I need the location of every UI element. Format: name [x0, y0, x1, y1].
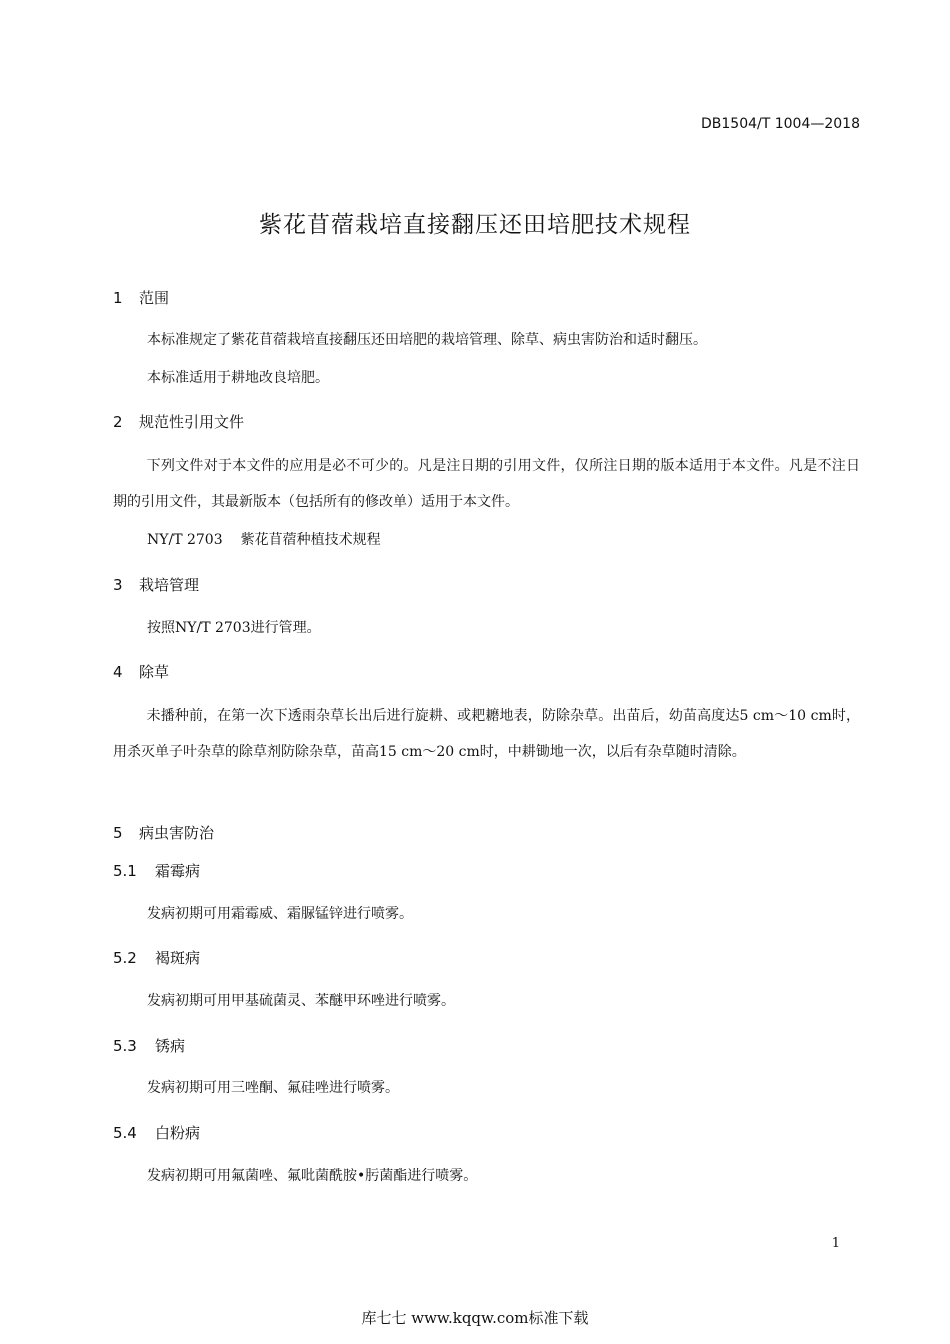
- section-number: 4: [113, 663, 123, 681]
- section-title: 范围: [139, 289, 170, 307]
- section-5-heading: [113, 823, 214, 843]
- subsection-title: 锈病: [155, 1037, 186, 1055]
- subsection-title: 霜霉病: [155, 862, 201, 880]
- subsection-5-4-text: 发病初期可用氟菌唑、氟吡菌酰胺•肟菌酯进行喷雾。: [147, 1168, 478, 1184]
- subsection-number: 5.1: [113, 862, 137, 880]
- section-3-heading: [113, 575, 199, 595]
- section-1-paragraph-2: 本标准适用于耕地改良培肥。: [147, 370, 329, 386]
- section-number: 2: [113, 413, 123, 431]
- section-2-paragraph: 下列文件对于本文件的应用是必不可少的。凡是注日期的引用文件，仅所注日期的版本适用于本文件。凡是不注日期的引用文件，其最新版本（包括所有的修改单）适用于本文件。: [113, 458, 860, 510]
- reference-code: NY/T 2703: [147, 532, 223, 548]
- section-1-heading: [113, 288, 169, 308]
- document-code: DB1504/T 1004—2018: [701, 116, 860, 132]
- subsection-5-1-heading: [113, 861, 200, 881]
- section-4-heading: [113, 662, 169, 682]
- section-number: 1: [113, 289, 123, 307]
- subsection-number: 5.2: [113, 949, 137, 967]
- reference-title: 紫花苜蓿种植技术规程: [240, 532, 381, 548]
- section-number: 5: [113, 824, 123, 842]
- subsection-5-2-heading: [113, 948, 200, 968]
- section-2-heading: [113, 412, 244, 432]
- page-number: 1: [831, 1236, 840, 1251]
- section-4-paragraph: 未播种前，在第一次下透雨杂草长出后进行旋耕、或耙耱地表，防除杂草。出苗后，幼苗高度达5 cm～10 cm时，用杀灭单子叶杂草的除草剂防除杂草，苗高15 cm～20 cm时，中耕锄地一次，以后有杂草随时清除。: [113, 708, 860, 760]
- section-title: 栽培管理: [139, 576, 200, 594]
- document-title: 紫花苜蓿栽培直接翻压还田培肥技术规程: [259, 212, 691, 238]
- section-title: 病虫害防治: [139, 824, 215, 842]
- subsection-5-1-text: 发病初期可用霜霉威、霜脲锰锌进行喷雾。: [147, 906, 413, 922]
- subsection-5-3-heading: [113, 1036, 185, 1056]
- section-3-paragraph: 按照NY/T 2703进行管理。: [147, 620, 321, 636]
- subsection-title: 白粉病: [155, 1124, 201, 1142]
- normative-reference: [147, 530, 381, 550]
- subsection-number: 5.4: [113, 1124, 137, 1142]
- subsection-title: 褐斑病: [155, 949, 201, 967]
- section-1-paragraph-1: 本标准规定了紫花苜蓿栽培直接翻压还田培肥的栽培管理、除草、病虫害防治和适时翻压。: [147, 332, 707, 348]
- subsection-5-3-text: 发病初期可用三唑酮、氟硅唑进行喷雾。: [147, 1080, 399, 1096]
- subsection-5-4-heading: [113, 1123, 200, 1143]
- subsection-5-2-text: 发病初期可用甲基硫菌灵、苯醚甲环唑进行喷雾。: [147, 993, 455, 1009]
- section-title: 除草: [139, 663, 170, 681]
- subsection-number: 5.3: [113, 1037, 137, 1055]
- footer-watermark: 库七七 www.kqqw.com标准下载: [361, 1309, 589, 1327]
- section-title: 规范性引用文件: [139, 413, 245, 431]
- section-number: 3: [113, 576, 123, 594]
